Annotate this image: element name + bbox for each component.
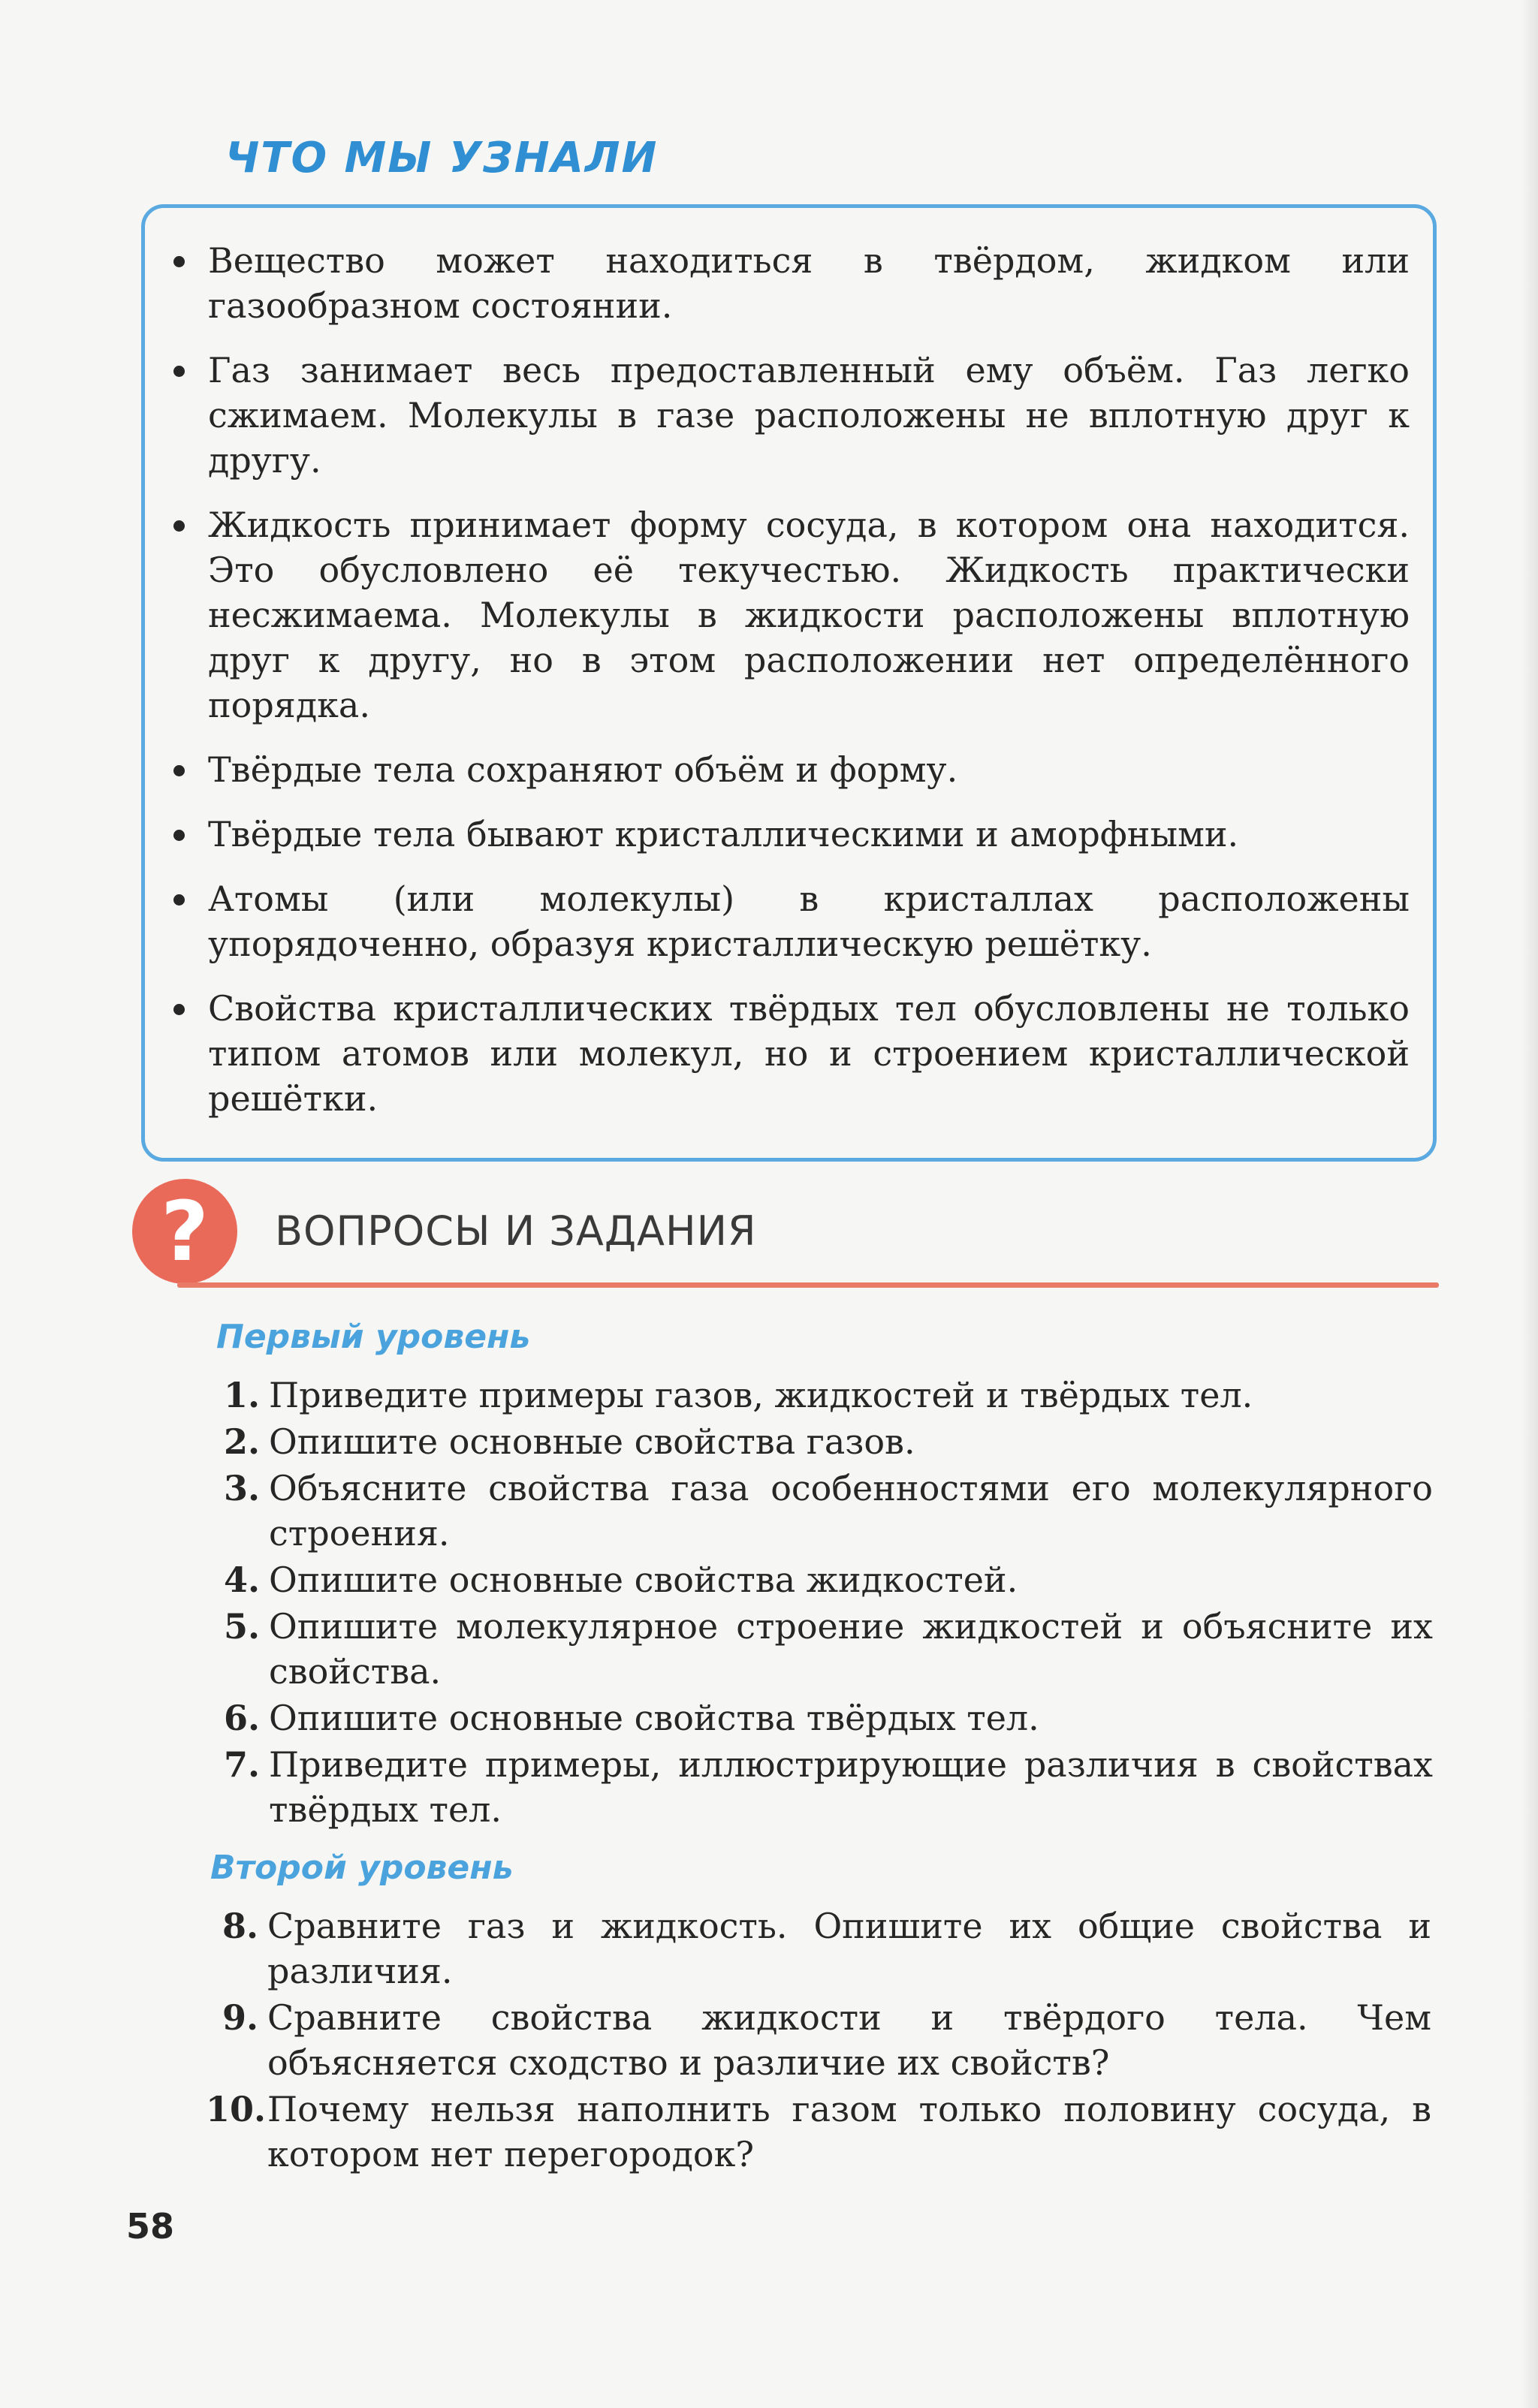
question-item [223,1419,1433,1464]
summary-title: ЧТО МЫ УЗНАЛИ [225,134,659,182]
question-number: 8. [222,1906,258,1946]
question-number: 9. [222,1997,258,2038]
question-number: 7. [223,1744,260,1785]
question-text: Объясните свойства газа особенностями его молекулярного строения. [269,1468,1433,1554]
summary-item: Твёрдые тела сохраняют объём и форму. [208,747,1410,792]
question-number: 5. [223,1606,260,1647]
question-number: 4. [223,1560,260,1600]
question-number: 10. [206,2089,267,2129]
question-number: 1. [223,1375,260,1415]
question-text: Сравните свойства жидкости и твёрдого тела. Чем объясняется сходство и различие их свойств? [267,1997,1431,2083]
question-item [223,1695,1433,1740]
question-mark-icon: ? [132,1179,237,1284]
question-item [223,1466,1433,1556]
summary-item: Свойства кристаллических твёрдых тел обусловлены не только типом атомов или молекул, но и строением кристаллической решётки. [208,986,1410,1121]
level-2-questions [206,1903,1431,2178]
level-2-label: Второй уровень [210,1849,514,1887]
page-number: 58 [126,2206,175,2247]
level-1-label: Первый уровень [216,1318,531,1356]
question-item [222,1995,1431,2085]
question-item [223,1373,1433,1418]
question-text: Приведите примеры газов, жидкостей и твёрдых тел. [269,1375,1253,1415]
summary-item: Газ занимает весь предоставленный ему объём. Газ легко сжимаем. Молекулы в газе расположены не вплотную друг к другу. [208,348,1410,483]
question-text: Сравните газ и жидкость. Опишите их общие свойства и различия. [267,1906,1431,1991]
question-text: Почему нельзя наполнить газом только половину сосуда, в котором нет перегородок? [267,2089,1431,2174]
questions-divider [177,1282,1439,1288]
questions-header [132,1179,1439,1291]
question-text: Опишите молекулярное строение жидкостей и объясните их свойства. [269,1606,1433,1692]
question-text: Опишите основные свойства жидкостей. [269,1560,1018,1600]
question-number: 6. [223,1698,260,1738]
question-item [223,1604,1433,1694]
summary-item: Вещество может находиться в твёрдом, жидком или газообразном состоянии. [208,238,1410,328]
question-item [206,2087,1431,2177]
questions-title: ВОПРОСЫ И ЗАДАНИЯ [275,1207,757,1255]
question-item [222,1903,1431,1994]
question-text: Приведите примеры, иллюстрирующие различия в свойствах твёрдых тел. [269,1744,1433,1830]
summary-item: Твёрдые тела бывают кристаллическими и аморфными. [208,812,1410,857]
question-number: 3. [223,1468,260,1508]
level-1-questions [223,1373,1433,1834]
summary-list [208,238,1410,1141]
question-item [223,1557,1433,1602]
question-text: Опишите основные свойства газов. [269,1421,915,1462]
summary-item: Жидкость принимает форму сосуда, в котором она находится. Это обусловлено её текучестью. Жидкость практически несжимаема. Молекулы в жидкости расположены вплотную друг к другу, но в этом расположении нет определённого порядка. [208,502,1410,728]
summary-item: Атомы (или молекулы) в кристаллах расположены упорядоченно, образуя кристаллическую решётку. [208,876,1410,966]
page-edge [1521,0,1538,2408]
summary-box [141,204,1437,1162]
question-item [223,1742,1433,1832]
question-number: 2. [223,1421,260,1462]
question-text: Опишите основные свойства твёрдых тел. [269,1698,1039,1738]
